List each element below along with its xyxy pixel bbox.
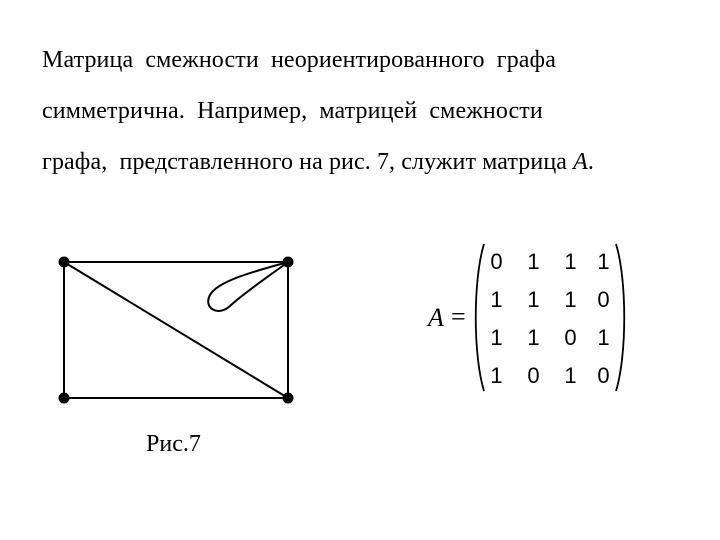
matrix-cell: 0 [527,363,540,388]
matrix-grid [478,243,618,395]
figure-caption: Рис.7 [146,431,201,457]
paragraph-line-3-period: . [587,149,595,175]
matrix-cell: 1 [564,249,577,274]
matrix-cell: 0 [490,249,503,274]
matrix-variable-inline: A [573,149,588,175]
matrix-cell: 1 [527,287,540,312]
paragraph-line-3-text: графа, представленного на рис. 7, служит матрица [42,149,574,175]
matrix-cell: 1 [490,287,503,312]
vertex-bottom-left [59,393,70,404]
matrix-cell: 1 [564,287,577,312]
matrix-cell: 1 [527,325,540,350]
equals-sign: = [451,302,466,331]
matrix-cell: 1 [490,325,503,350]
matrix-cell: 1 [597,249,610,274]
matrix-cell: 1 [490,363,503,388]
vertex-bottom-right [283,393,294,404]
vertex-top-right [283,257,294,268]
matrix-cell: 0 [597,363,610,388]
paragraph-line-1: Матрица смежности неориентированного графа [42,47,556,73]
matrix-cell: 1 [527,249,540,274]
matrix-cell: 1 [564,363,577,388]
loop-edge [208,262,288,311]
matrix-label: A [428,303,444,332]
vertex-top-left [59,257,70,268]
paragraph-line-3 [42,148,594,176]
matrix-cell: 0 [597,287,610,312]
matrix-cell: 0 [564,325,577,350]
graph-figure [40,240,320,420]
matrix-cell: 1 [597,325,610,350]
edge-diagonal [64,262,288,398]
paragraph-line-2: симметрична. Например, матрицей смежности [42,98,543,124]
